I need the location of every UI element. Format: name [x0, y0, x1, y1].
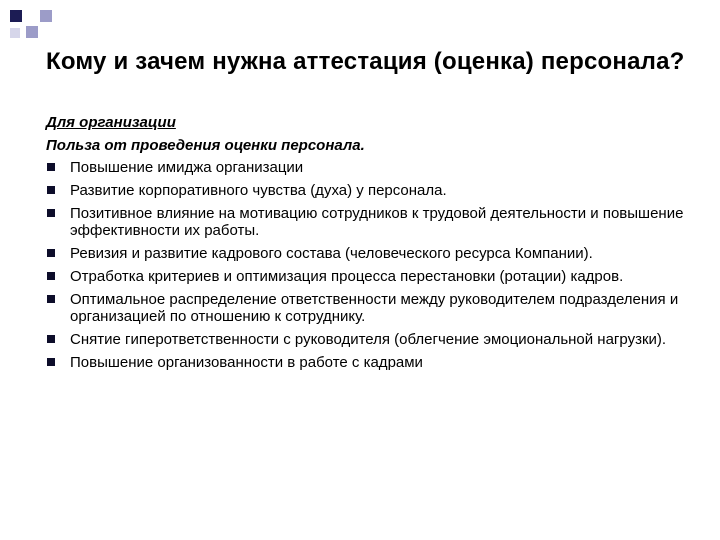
square-bullet-icon — [47, 335, 55, 343]
deco-square-light — [10, 28, 20, 38]
list-item — [46, 182, 686, 199]
square-bullet-icon — [47, 249, 55, 257]
list-item — [46, 205, 686, 239]
section-subtitle: Польза от проведения оценки персонала. — [46, 137, 365, 154]
square-bullet-icon — [47, 295, 55, 303]
list-item-text: Снятие гиперответственности с руководителя (облегчение эмоциональной нагрузки). — [70, 331, 667, 348]
slide-content — [46, 113, 686, 377]
list-item-text: Повышение организованности в работе с кадрами — [70, 354, 423, 371]
list-item-text: Оптимальное распределение ответственности между руководителем подразделения и организацией по отношению к сотруднику. — [70, 291, 679, 325]
list-item — [46, 331, 686, 348]
list-item-text: Позитивное влияние на мотивацию сотрудников к трудовой деятельности и повышение эффективности их работы. — [70, 205, 684, 239]
square-bullet-icon — [47, 186, 55, 194]
section-label: Для организации — [46, 114, 176, 131]
deco-square-dark — [10, 10, 22, 22]
list-item — [46, 268, 686, 285]
deco-square-mid — [26, 26, 38, 38]
slide-title: Кому и зачем нужна аттестация (оценка) персонала? — [46, 48, 685, 75]
decorative-square-pattern — [0, 0, 720, 40]
list-item — [46, 159, 686, 176]
list-item — [46, 245, 686, 262]
list-item-text: Отработка критериев и оптимизация процесса перестановки (ротации) кадров. — [70, 268, 624, 285]
list-item — [46, 354, 686, 371]
list-item-text: Ревизия и развитие кадрового состава (человеческого ресурса Компании). — [70, 245, 593, 262]
square-bullet-icon — [47, 163, 55, 171]
square-bullet-icon — [47, 209, 55, 217]
deco-square-mid — [40, 10, 52, 22]
square-bullet-icon — [47, 358, 55, 366]
list-item-text: Развитие корпоративного чувства (духа) у персонала. — [70, 182, 447, 199]
square-bullet-icon — [47, 272, 55, 280]
list-item — [46, 291, 686, 325]
benefit-list — [46, 159, 686, 371]
list-item-text: Повышение имиджа организации — [70, 159, 304, 176]
